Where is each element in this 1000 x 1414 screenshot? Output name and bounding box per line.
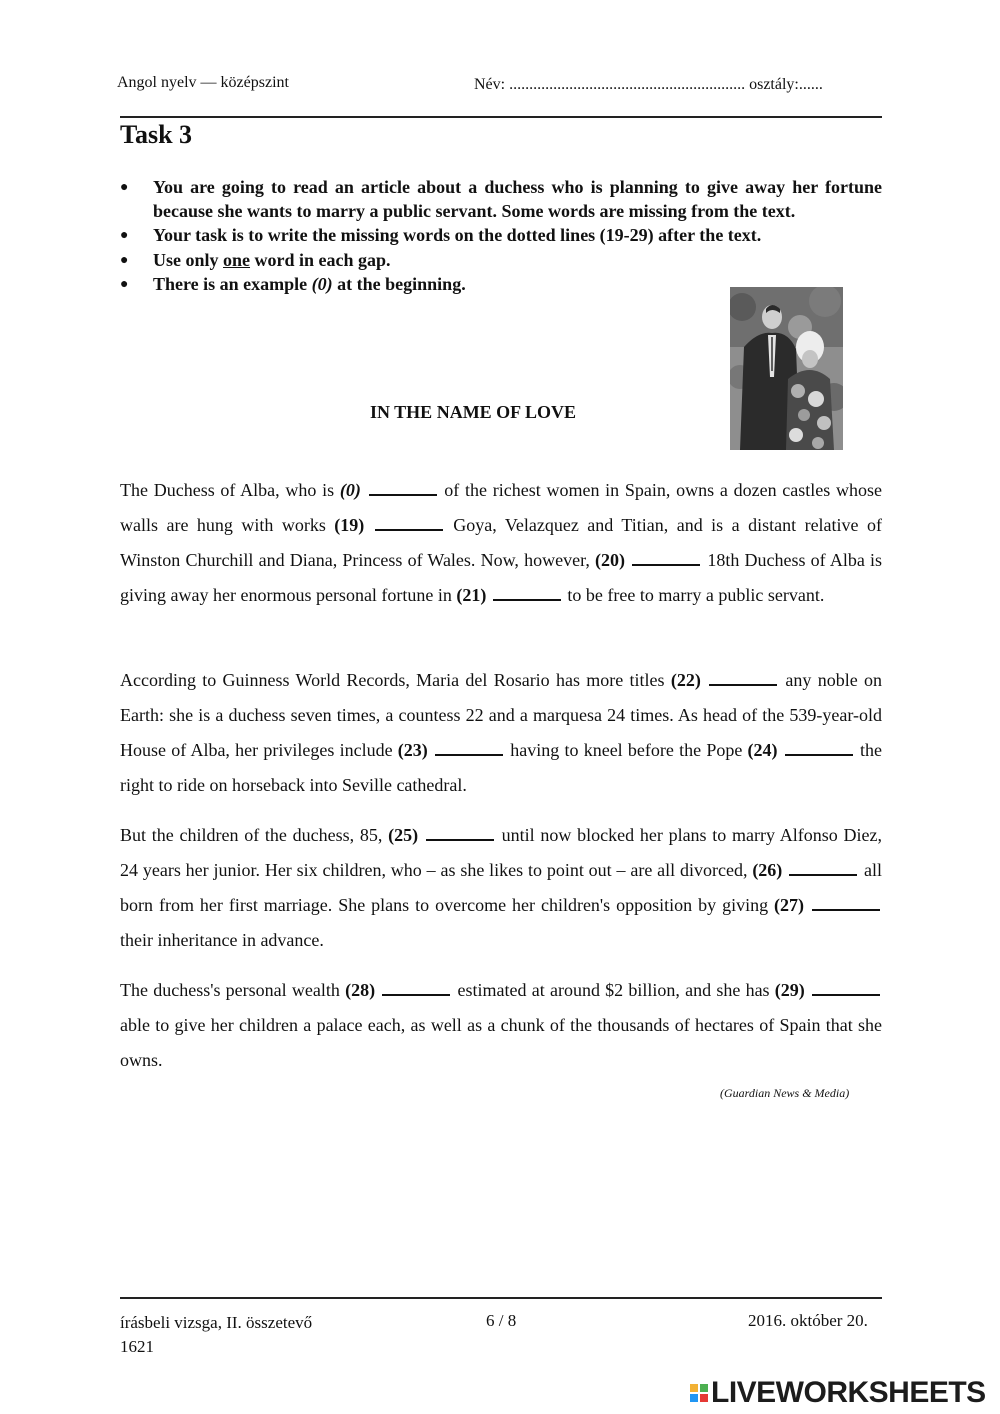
header-divider (120, 116, 882, 118)
footer-divider (120, 1297, 882, 1299)
article-paragraph-4: The duchess's personal wealth (28) estimated at around $2 billion, and she has (29) able to give her children a palace each, as well as a chunk of the thousands of hectares of Spain that she owns. (120, 980, 882, 1070)
article-title: IN THE NAME OF LOVE (370, 402, 577, 422)
article-paragraph-3: But the children of the duchess, 85, (25) until now blocked her plans to marry Alfonso Diez, 24 years her junior. Her six children, who – as she likes to point out – are all divorced, (26) all born from her first marriage. She plans to overcome her children's opposition by giving (27) their inheritance in advance. (120, 825, 882, 950)
liveworksheets-logo (690, 1376, 986, 1410)
instructions-list (120, 176, 882, 298)
gap-line (493, 584, 561, 601)
gap-line (375, 514, 443, 531)
gap-line (812, 894, 880, 911)
header-name-class-field: Név: ........................................................... osztály:...... (474, 76, 823, 93)
footer-date: 2016. október 20. (748, 1311, 868, 1330)
liveworksheets-logo-icon (690, 1384, 708, 1402)
gap-line (789, 859, 857, 876)
article-paragraph-2: According to Guinness World Records, Maria del Rosario has more titles (22) any noble on Earth: she is a duchess seven times, a countess 22 and a marquesa 24 times. As head of the 539-year-old House of Alba, her privileges include (23) having to kneel before the Pope (24) the right to ride on horseback into Seville cathedral. (120, 670, 882, 795)
bullet-icon: ● (120, 228, 129, 243)
instruction-item: ● You are going to read an article about a duchess who is planning to give away her fortune because she wants to marry a public servant. Some words are missing from the text. (120, 177, 882, 221)
gap-line (369, 479, 437, 496)
gap-line (632, 549, 700, 566)
bullet-icon: ● (120, 277, 129, 292)
instruction-item: ● Use only one word in each gap. (120, 249, 882, 273)
article-photo (730, 287, 843, 450)
bullet-icon: ● (120, 180, 129, 195)
gap-line (426, 824, 494, 841)
gap-line (382, 979, 450, 996)
brand-name: LIVEWORKSHEETS (711, 1376, 986, 1409)
instruction-item: ● Your task is to write the missing words on the dotted lines (19-29) after the text. (120, 224, 882, 248)
footer-exam-info: írásbeli vizsga, II. összetevő 1621 (120, 1313, 313, 1356)
page-number: 6 / 8 (486, 1311, 517, 1330)
gap-line (785, 739, 853, 756)
article-source: (Guardian News & Media) (720, 1086, 850, 1100)
gap-line (812, 979, 880, 996)
gap-line (709, 669, 777, 686)
header-subject: Angol nyelv — középszint (117, 74, 289, 91)
gap-line (435, 739, 503, 756)
bullet-icon: ● (120, 252, 129, 268)
instruction-item: ● There is an example (0) at the beginning. (120, 273, 882, 297)
article-paragraph-1: The Duchess of Alba, who is (0) of the richest women in Spain, owns a dozen castles whose walls are hung with works (19) Goya, Velazquez and Titian, and is a distant relative of Winston Churchill and Diana, Princess of Wales. Now, however, (20) 18th Duchess of Alba is giving away her enormous personal fortune in (21) to be free to marry a public servant. (120, 480, 883, 605)
task-title: Task 3 (120, 120, 193, 149)
